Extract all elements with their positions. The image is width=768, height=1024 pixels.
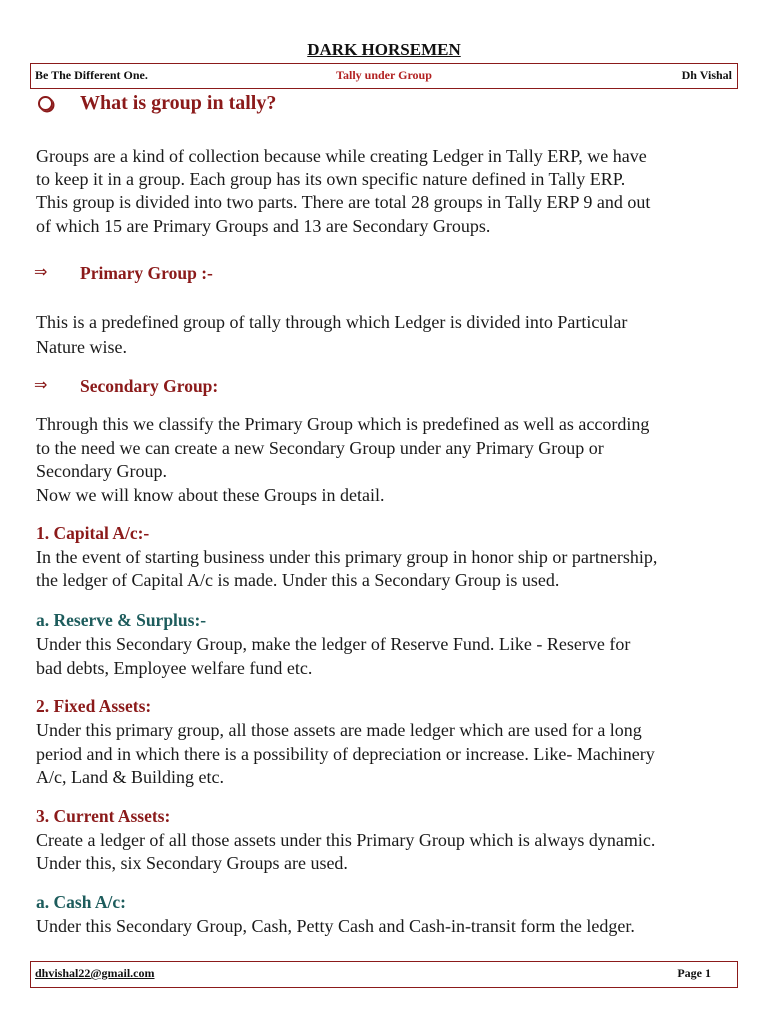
fixed-assets-label: 2. Fixed Assets: — [36, 696, 152, 716]
secondary-group-line: to the need we can create a new Secondary Group under any Primary Group or — [36, 438, 604, 458]
header-topic: Tally under Group — [336, 68, 432, 82]
reserve-line: Under this Secondary Group, make the ledger of Reserve Fund. Like - Reserve for — [36, 634, 631, 654]
capital-line: In the event of starting business under this primary group in honor ship or partnership, — [36, 547, 658, 567]
double-arrow-icon: ⇒ — [34, 262, 48, 281]
current-assets-line: Create a ledger of all those assets under this Primary Group which is always dynamic. — [36, 830, 656, 850]
intro-line: of which 15 are Primary Groups and 13 are Secondary Groups. — [36, 216, 491, 236]
header-author: Dh Vishal — [681, 68, 732, 82]
header-tagline: Be The Different One. — [35, 68, 148, 82]
cash-line: Under this Secondary Group, Cash, Petty Cash and Cash-in-transit form the ledger. — [36, 916, 635, 936]
intro-line: to keep it in a group. Each group has its own specific nature defined in Tally ERP. — [36, 169, 626, 189]
primary-group-line: Nature wise. — [36, 337, 127, 357]
intro-line: This group is divided into two parts. There are total 28 groups in Tally ERP 9 and out — [36, 192, 651, 212]
current-assets-line: Under this, six Secondary Groups are used. — [36, 853, 348, 873]
fixed-assets-line: A/c, Land & Building etc. — [36, 767, 224, 787]
secondary-group-label: Secondary Group: — [80, 376, 219, 396]
page-footer-bar — [30, 961, 738, 988]
reserve-line: bad debts, Employee welfare fund etc. — [36, 658, 313, 678]
secondary-group-line: Now we will know about these Groups in detail. — [36, 485, 385, 505]
section-heading: What is group in tally? — [80, 92, 277, 114]
page-number: Page 1 — [677, 966, 711, 980]
capital-label: 1. Capital A/c:- — [36, 523, 150, 543]
fixed-assets-line: Under this primary group, all those assets are made ledger which are used for a long — [36, 720, 642, 740]
current-assets-label: 3. Current Assets: — [36, 806, 171, 826]
page-header-bar — [30, 63, 738, 89]
footer-email-link[interactable]: dhvishal22@gmail.com — [35, 966, 155, 980]
document-title: DARK HORSEMEN — [307, 40, 461, 59]
cash-label: a. Cash A/c: — [36, 892, 126, 912]
secondary-group-line: Secondary Group. — [36, 461, 167, 481]
fixed-assets-line: period and in which there is a possibility of depreciation or increase. Like- Machinery — [36, 744, 655, 764]
intro-line: Groups are a kind of collection because while creating Ledger in Tally ERP, we have — [36, 146, 647, 166]
primary-group-line: This is a predefined group of tally through which Ledger is divided into Particular — [36, 312, 628, 332]
circle-bullet-icon — [38, 96, 53, 111]
double-arrow-icon: ⇒ — [34, 375, 48, 394]
secondary-group-line: Through this we classify the Primary Group which is predefined as well as according — [36, 414, 650, 434]
primary-group-label: Primary Group :- — [80, 263, 213, 283]
capital-line: the ledger of Capital A/c is made. Under this a Secondary Group is used. — [36, 570, 560, 590]
reserve-label: a. Reserve & Surplus:- — [36, 610, 207, 630]
